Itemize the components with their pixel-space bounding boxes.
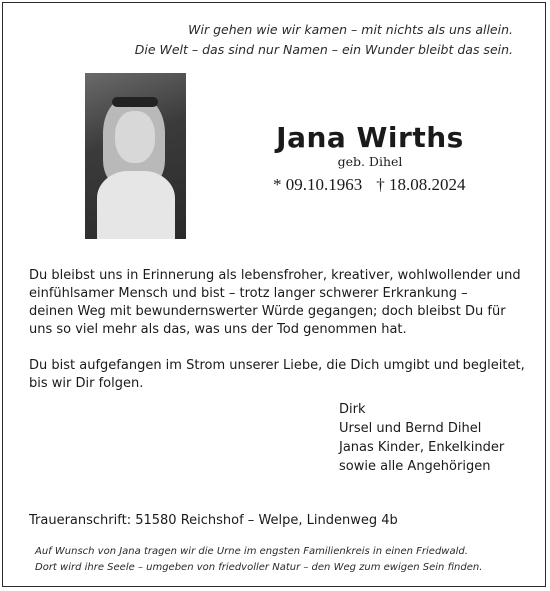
memorial-paragraph: Du bist aufgefangen im Strom unserer Liebe, die Dich umgibt und begleitet, bis wir Dir folgen.	[29, 358, 525, 391]
mourner: Ursel und Bernd Dihel	[339, 421, 482, 436]
poem-quote	[135, 20, 513, 60]
quote-line: Wir gehen wie wir kamen – mit nichts als uns allein.	[188, 22, 513, 37]
death-date: † 18.08.2024	[376, 175, 466, 194]
born-name: geb. Dihel	[337, 154, 403, 169]
footer-note: Auf Wunsch von Jana tragen wir die Urne im engsten Familienkreis in einen Friedwald. Dort wird ihre Seele – umgeben von friedvoller Natur – den Weg zum ewigen Sein finden.	[35, 546, 483, 573]
mourner: Janas Kinder, Enkelkinder	[339, 440, 505, 455]
portrait-photo	[85, 73, 186, 239]
quote-line: Die Welt – das sind nur Namen – ein Wunder bleibt das sein.	[134, 42, 513, 57]
memorial-paragraph: Du bleibst uns in Erinnerung als lebensfroher, kreativer, wohlwollender und einfühlsamer Mensch und bist – trotz langer schwerer Erkrankung – deinen Weg mit bewundernswerter Würde gegangen; doch bleibst Du für uns so viel mehr als das, was uns der Tod genommen hat.	[29, 268, 521, 337]
life-dates	[273, 175, 466, 195]
obituary-frame	[2, 2, 546, 587]
deceased-name: Jana Wirths	[276, 121, 464, 154]
birth-date: * 09.10.1963	[273, 175, 363, 194]
mourning-address: Traueranschrift: 51580 Reichshof – Welpe, Lindenweg 4b	[29, 513, 398, 528]
mourner: sowie alle Angehörigen	[339, 459, 491, 474]
mourner: Dirk	[339, 402, 366, 417]
mourners-list	[339, 400, 504, 476]
memorial-text	[29, 267, 529, 411]
